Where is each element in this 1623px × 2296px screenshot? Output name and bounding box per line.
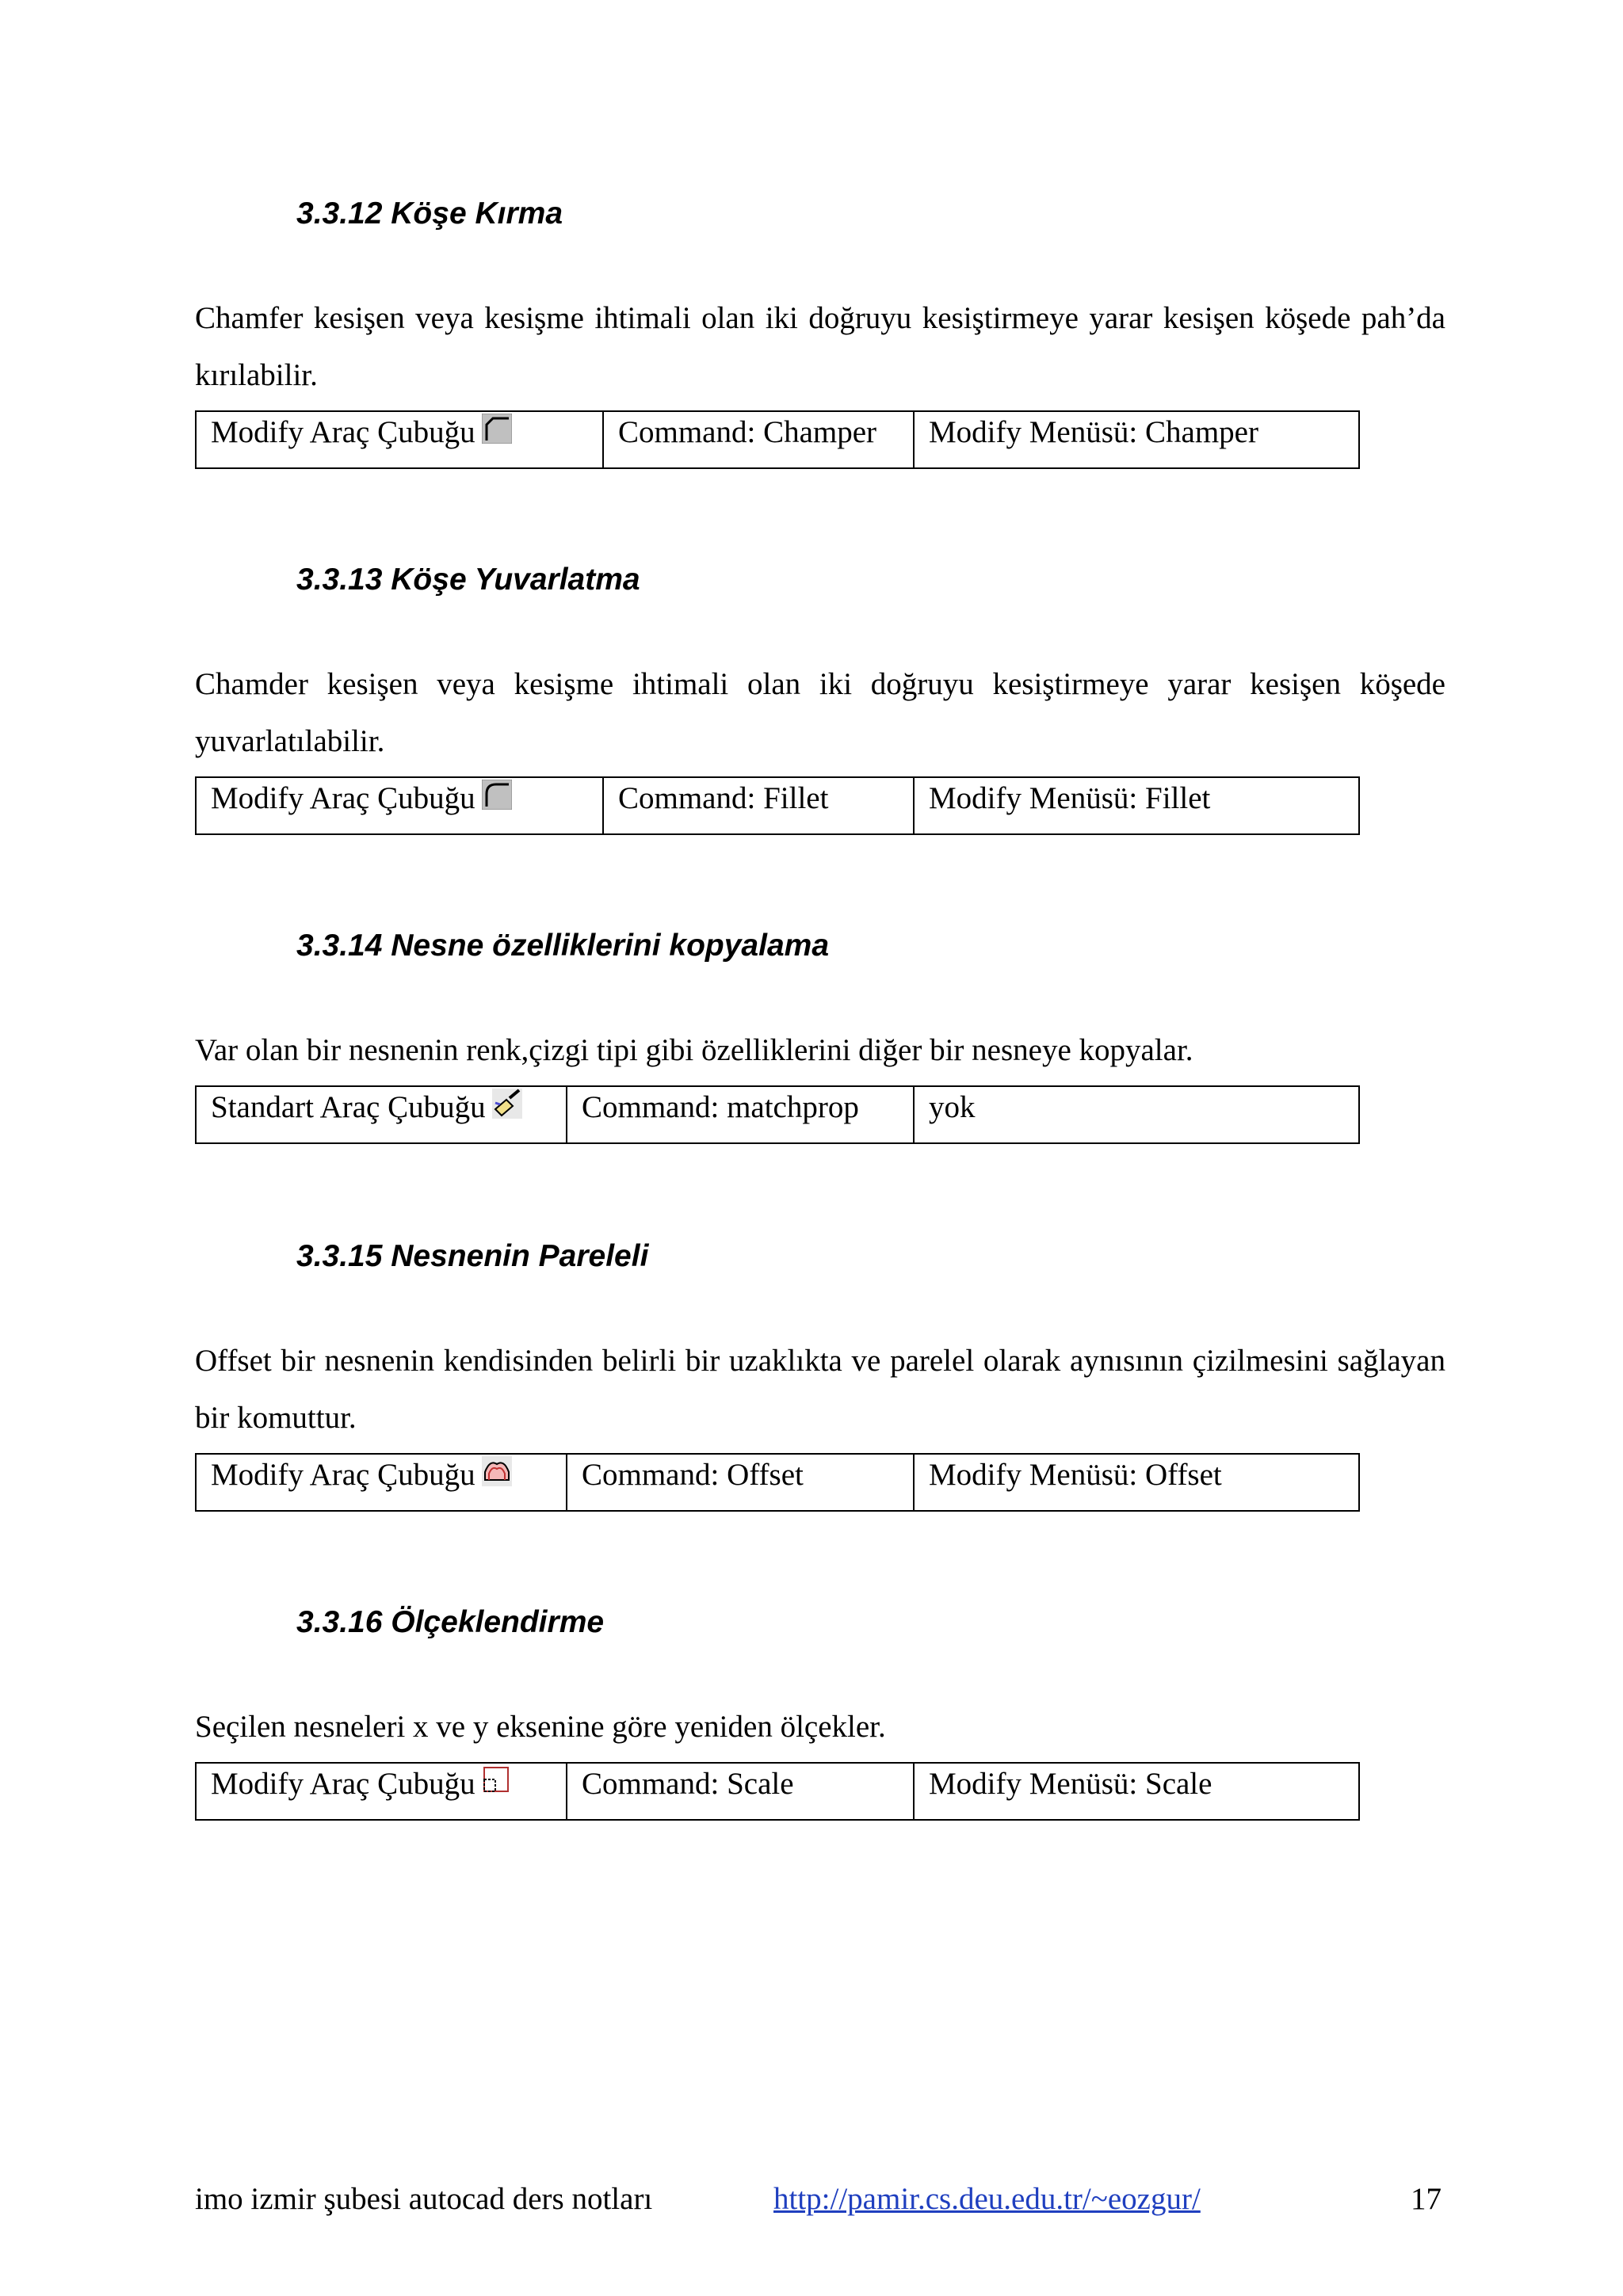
- menu-cell: Modify Menüsü: Scale: [914, 1763, 1359, 1820]
- toolbar-cell: [196, 777, 603, 834]
- command-table: [195, 410, 1360, 469]
- match-properties-brush-icon: [492, 1089, 522, 1119]
- menu-cell: Modify Menüsü: Champer: [914, 411, 1359, 468]
- table-row: [196, 1086, 1359, 1143]
- menu-cell: yok: [914, 1086, 1359, 1143]
- section-paragraph: Seçilen nesneleri x ve y eksenine göre yeniden ölçekler.: [195, 1710, 886, 1744]
- toolbar-cell: [196, 411, 603, 468]
- command-cell: Command: matchprop: [567, 1086, 914, 1143]
- section-paragraph: Offset bir nesnenin kendisinden belirli bir uzaklıkta ve parelel olarak aynısının çizilmesini sağlayan bir komuttur.: [195, 1344, 1445, 1435]
- command-table: [195, 1762, 1360, 1821]
- menu-cell: Modify Menüsü: Offset: [914, 1454, 1359, 1511]
- toolbar-cell: [196, 1454, 567, 1511]
- fillet-icon: [482, 780, 512, 810]
- section-heading-3-3-16: 3.3.16 Ölçeklendirme: [296, 1605, 605, 1639]
- toolbar-label: Modify Araç Çubuğu: [211, 781, 475, 815]
- toolbar-label: Modify Araç Çubuğu: [211, 1458, 475, 1492]
- toolbar-label: Standart Araç Çubuğu: [211, 1090, 486, 1124]
- command-cell: Command: Champer: [603, 411, 914, 468]
- toolbar-cell: [196, 1763, 567, 1820]
- section-heading-3-3-14: 3.3.14 Nesne özelliklerini kopyalama: [296, 929, 830, 963]
- menu-cell: Modify Menüsü: Fillet: [914, 777, 1359, 834]
- command-cell: Command: Scale: [567, 1763, 914, 1820]
- footer-link[interactable]: http://pamir.cs.deu.edu.tr/~eozgur/: [773, 2182, 1201, 2216]
- toolbar-cell: [196, 1086, 567, 1143]
- section-paragraph: Var olan bir nesnenin renk,çizgi tipi gibi özelliklerini diğer bir nesneye kopyalar.: [195, 1033, 1193, 1067]
- table-row: [196, 411, 1359, 468]
- footer-left-text: imo izmir şubesi autocad ders notları: [195, 2182, 653, 2216]
- table-row: [196, 1763, 1359, 1820]
- toolbar-label: Modify Araç Çubuğu: [211, 1767, 475, 1801]
- section-paragraph: Chamfer kesişen veya kesişme ihtimali olan iki doğruyu kesiştirmeye yarar kesişen köşede pah’da kırılabilir.: [195, 301, 1445, 392]
- section-heading-3-3-15: 3.3.15 Nesnenin Pareleli: [296, 1239, 649, 1273]
- command-cell: Command: Fillet: [603, 777, 914, 834]
- command-table: [195, 1453, 1360, 1512]
- chamfer-icon: [482, 414, 512, 444]
- section-paragraph: Chamder kesişen veya kesişme ihtimali olan iki doğruyu kesiştirmeye yarar kesişen köşede yuvarlatılabilir.: [195, 667, 1445, 758]
- offset-icon: [482, 1456, 512, 1486]
- scale-icon: [482, 1765, 512, 1795]
- section-heading-3-3-13: 3.3.13 Köşe Yuvarlatma: [296, 563, 640, 597]
- table-row: [196, 1454, 1359, 1511]
- command-table: [195, 776, 1360, 835]
- command-cell: Command: Offset: [567, 1454, 914, 1511]
- table-row: [196, 777, 1359, 834]
- page-number: 17: [1411, 2182, 1442, 2216]
- toolbar-label: Modify Araç Çubuğu: [211, 415, 475, 449]
- section-heading-3-3-12: 3.3.12 Köşe Kırma: [296, 196, 563, 231]
- command-table: [195, 1085, 1360, 1144]
